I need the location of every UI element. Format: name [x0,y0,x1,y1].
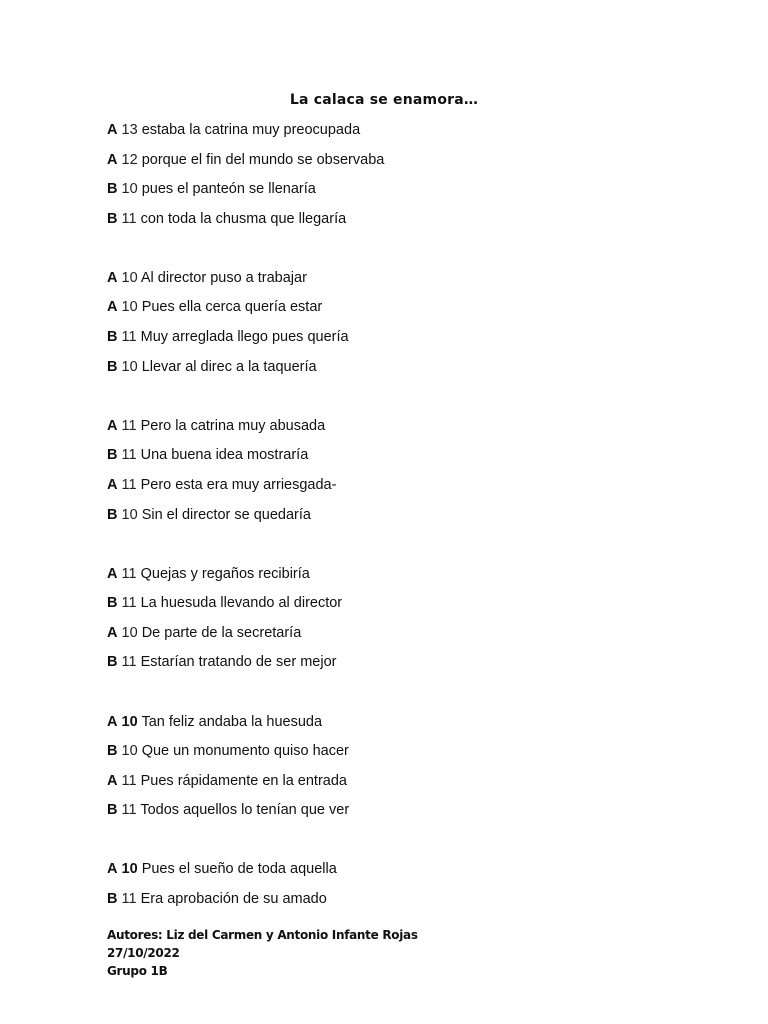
rhyme-letter: B [107,890,118,907]
stanza [107,711,707,829]
poem-line [107,415,707,445]
poem-line [107,858,707,888]
poem-line [107,474,707,504]
footer-date: 27/10/2022 [107,946,180,960]
rhyme-letter: A [107,772,118,789]
poem-line [107,119,707,149]
verse-text: Pues rápidamente en la entrada [140,772,347,789]
rhyme-letter: B [107,358,118,375]
rhyme-letter: A [107,299,118,316]
footer-group: Grupo 1B [107,964,168,978]
syllable-count: 10 [121,506,138,523]
verse-text: Sin el director se quedaría [141,506,311,523]
syllable-count: 12 [121,151,138,168]
footer-authors: Autores: Liz del Carmen y Antonio Infante Rojas [107,928,418,942]
poem-line [107,592,707,622]
rhyme-letter: B [107,181,118,198]
verse-text: Pues el sueño de toda aquella [141,861,337,878]
rhyme-letter: A [107,269,118,286]
poem-line [107,770,707,800]
syllable-count: 11 [121,476,137,493]
verse-text: Tan feliz andaba la huesuda [141,713,323,730]
poem-line [107,326,707,356]
poem-body [107,119,707,947]
stanza [107,563,707,681]
poem-line [107,504,707,534]
stanza [107,119,707,237]
rhyme-letter: B [107,447,118,464]
verse-text: De parte de la secretaría [141,624,302,641]
syllable-count: 11 [121,890,137,907]
verse-text: La huesuda llevando al director [140,595,343,612]
rhyme-letter: A [107,151,118,168]
syllable-count: 10 [121,624,138,641]
rhyme-letter: A [107,713,118,730]
syllable-count: 10 [121,861,138,878]
verse-text: Muy arreglada llego pues quería [140,329,349,346]
syllable-count: 11 [121,595,137,612]
verse-text: porque el fin del mundo se observaba [141,151,385,168]
syllable-count: 10 [121,299,138,316]
verse-text: Una buena idea mostraría [140,447,309,464]
poem-line [107,444,707,474]
rhyme-letter: A [107,417,118,434]
rhyme-letter: A [107,565,118,582]
verse-text: pues el panteón se llenaría [141,181,316,198]
poem-line [107,622,707,652]
syllable-count: 11 [121,565,137,582]
poem-line [107,740,707,770]
rhyme-letter: B [107,506,118,523]
rhyme-letter: A [107,476,118,493]
poem-line [107,563,707,593]
footer [107,926,418,980]
poem-line [107,356,707,386]
stanza [107,415,707,533]
rhyme-letter: B [107,743,118,760]
syllable-count: 11 [121,447,137,464]
poem-line [107,296,707,326]
rhyme-letter: B [107,654,118,671]
poem-line [107,178,707,208]
verse-text: Estarían tratando de ser mejor [140,654,337,671]
poem-title: La calaca se enamora… [289,92,479,108]
syllable-count: 13 [121,122,138,138]
poem-line [107,651,707,681]
syllable-count: 11 [121,210,137,227]
poem-line [107,799,707,829]
stanza [107,858,707,917]
syllable-count: 11 [121,802,137,819]
verse-text: Quejas y regaños recibiría [140,565,310,582]
rhyme-letter: A [107,861,118,878]
verse-text: Pues ella cerca quería estar [141,299,323,316]
syllable-count: 10 [121,181,138,198]
syllable-count: 11 [121,772,137,789]
poem-line [107,888,707,918]
poem-line [107,208,707,238]
verse-text: Pero esta era muy arriesgada- [140,476,337,493]
rhyme-letter: B [107,210,118,227]
syllable-count: 11 [121,417,137,434]
verse-text: estaba la catrina muy preocupada [141,122,361,138]
rhyme-letter: B [107,329,118,346]
rhyme-letter: A [107,624,118,641]
poem-line [107,267,707,297]
syllable-count: 10 [121,713,138,730]
verse-text: Todos aquellos lo tenían que ver [140,802,350,819]
syllable-count: 10 [121,743,138,760]
poem-line [107,149,707,179]
syllable-count: 10 [121,358,138,375]
verse-text: Que un monumento quiso hacer [141,743,349,760]
rhyme-letter: B [107,595,118,612]
poem-line [107,711,707,741]
verse-text: con toda la chusma que llegaría [140,210,347,227]
syllable-count: 11 [121,654,137,671]
verse-text: Pero la catrina muy abusada [140,417,326,434]
verse-text: Era aprobación de su amado [140,890,327,907]
rhyme-letter: B [107,802,118,819]
syllable-count: 11 [121,329,137,346]
syllable-count: 10 [121,269,138,286]
rhyme-letter: A [107,122,118,138]
stanza [107,267,707,385]
verse-text: Llevar al direc a la taquería [141,358,317,375]
verse-text: Al director puso a trabajar [140,269,307,286]
